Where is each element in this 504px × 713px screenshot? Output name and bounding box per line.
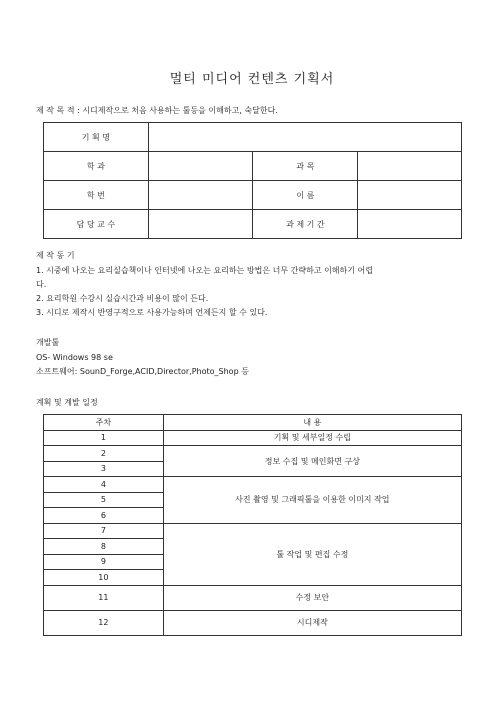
motivation-line-2: 2. 요리학원 수강시 실습시간과 비용이 많이 든다. xyxy=(36,294,209,303)
motivation-line-3: 3. 시디로 제작시 반영구적으로 사용가능하며 언제든지 할 수 있다. xyxy=(36,308,268,317)
week-cell: 5 xyxy=(44,492,164,508)
student-id-value xyxy=(148,181,253,210)
content-column-header: 내 용 xyxy=(163,415,461,431)
week-cell: 1 xyxy=(44,430,164,446)
tools-heading: 개발툴 xyxy=(36,338,60,347)
task-cell: 사진 촬영 및 그래픽툴을 이용한 이미지 작업 xyxy=(163,477,461,524)
period-label: 과 제 기 간 xyxy=(253,210,358,239)
tools-software: 소프트웨어: SounD_Forge,ACID,Director,Photo_Shop 등 xyxy=(36,367,249,376)
schedule-heading: 계획 및 계발 일정 xyxy=(36,398,98,407)
department-label: 학 과 xyxy=(44,152,149,181)
motivation-line-1: 1. 시중에 나오는 요리실습책이나 인터넷에 나오는 요리하는 방법은 너무 간략하고 이해하기 어렵 xyxy=(36,266,373,275)
task-cell: 툴 작업 및 편집 수정 xyxy=(163,523,461,585)
schedule-table xyxy=(43,414,462,636)
motivation-line-1-cont: 다. xyxy=(36,280,47,289)
table-row xyxy=(44,446,462,462)
table-row xyxy=(44,210,462,239)
table-header-row xyxy=(44,415,462,431)
week-cell: 3 xyxy=(44,461,164,477)
task-cell: 시디제작 xyxy=(163,610,461,635)
planning-name-value xyxy=(148,123,461,152)
table-row xyxy=(44,610,462,635)
table-row xyxy=(44,123,462,152)
table-row xyxy=(44,523,462,539)
week-cell: 7 xyxy=(44,523,164,539)
period-value xyxy=(358,210,462,239)
table-row xyxy=(44,181,462,210)
week-cell: 4 xyxy=(44,477,164,493)
tools-os: OS- Windows 98 se xyxy=(36,353,113,362)
week-cell: 11 xyxy=(44,585,164,610)
info-table xyxy=(43,122,462,239)
page-title: 멀티 미디어 컨텐츠 기획서 xyxy=(169,72,335,87)
week-cell: 12 xyxy=(44,610,164,635)
professor-value xyxy=(148,210,253,239)
task-cell: 수정 보안 xyxy=(163,585,461,610)
planning-name-label: 기 획 명 xyxy=(44,123,149,152)
week-cell: 2 xyxy=(44,446,164,462)
table-row xyxy=(44,477,462,493)
week-cell: 9 xyxy=(44,554,164,570)
purpose-text: 제 작 목 적 : 시디제작으로 처음 사용하는 툴등을 이해하고, 숙달한다. xyxy=(36,106,278,115)
motivation-heading: 제 작 동 기 xyxy=(36,251,75,260)
name-value xyxy=(358,181,462,210)
subject-value xyxy=(358,152,462,181)
subject-label: 과 목 xyxy=(253,152,358,181)
week-cell: 6 xyxy=(44,508,164,524)
week-cell: 10 xyxy=(44,570,164,586)
task-cell: 기획 및 세부일정 수립 xyxy=(163,430,461,446)
table-row xyxy=(44,585,462,610)
task-cell: 정보 수집 및 메인화면 구상 xyxy=(163,446,461,477)
name-label: 이 름 xyxy=(253,181,358,210)
professor-label: 담 당 교 수 xyxy=(44,210,149,239)
table-row xyxy=(44,152,462,181)
week-column-header: 주차 xyxy=(44,415,164,431)
student-id-label: 학 번 xyxy=(44,181,149,210)
department-value xyxy=(148,152,253,181)
table-row xyxy=(44,430,462,446)
week-cell: 8 xyxy=(44,539,164,555)
